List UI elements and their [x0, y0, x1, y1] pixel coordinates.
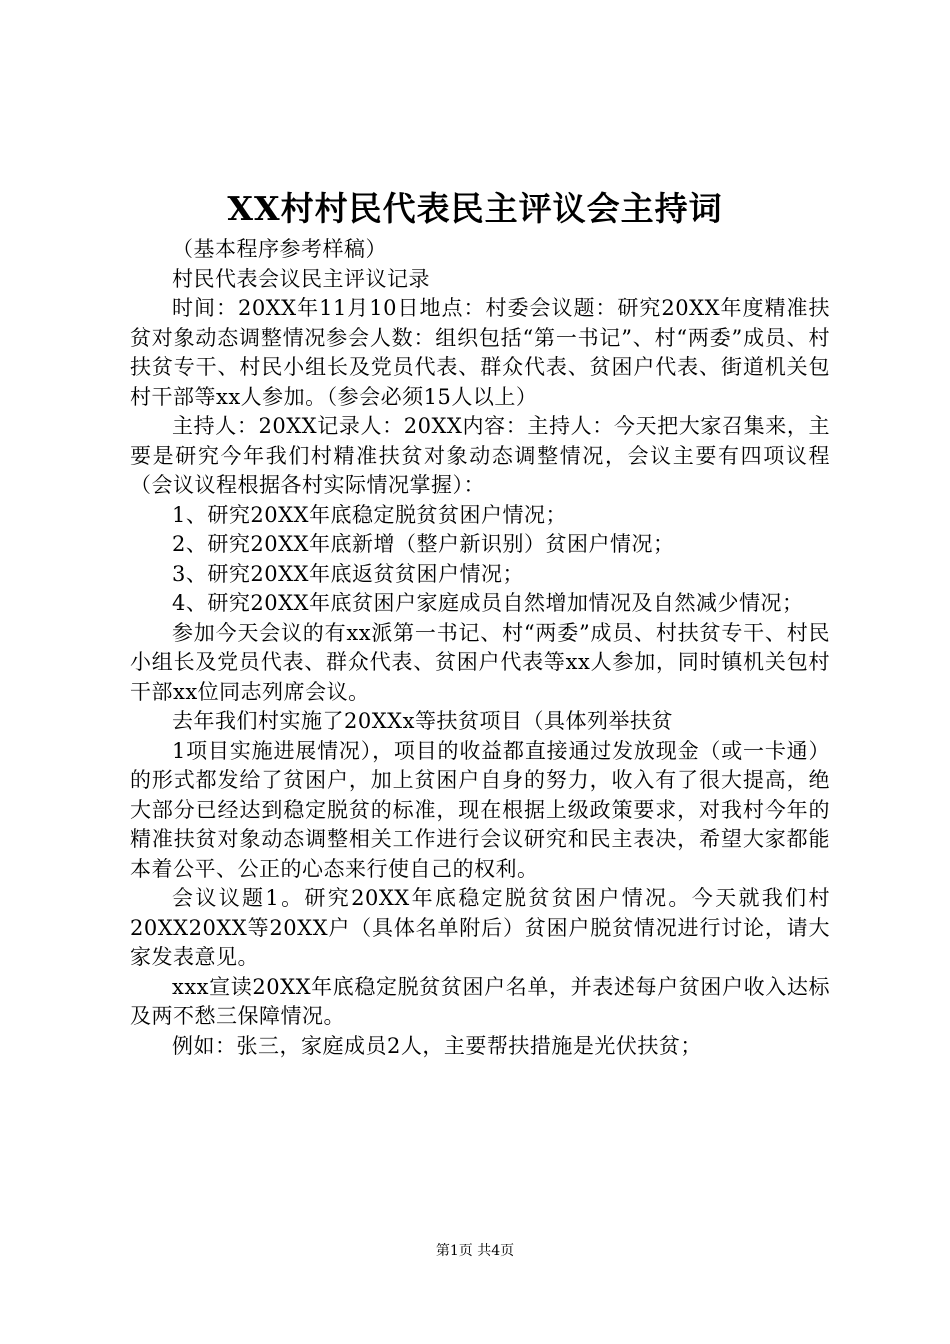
paragraph-agenda-item-3: 3、研究20XX年底返贫贫困户情况； — [172, 561, 524, 586]
paragraph-project-progress: 1项目实施进展情况），项目的收益都直接通过发放现金（或一卡通）的形式都发给了贫困户，加上贫困户自身的努力，收入有了很大提高，绝大部分已经达到稳定脱贫的标准，现在根据上级政策要求，对我村今年的精准扶贫对象动态调整相关工作进行会议研究和民主表决，希望大家都能本着公平、公正的心态来行使自己的权利。 — [130, 738, 830, 881]
paragraph-agenda-item-1: 1、研究20XX年底稳定脱贫贫困户情况； — [172, 502, 567, 527]
paragraph-subtitle: （基本程序参考样稿） — [172, 237, 387, 261]
document-body — [130, 235, 830, 1061]
paragraph-meeting-info: 时间：20XX年11月10日地点：村委会议题：研究20XX年度精准扶贫对象动态调整情况参会人数：组织包括“第一书记”、村“两委”成员、村扶贫专干、村民小组长及党员代表、群众代表、贫困户代表、街道机关包村干部等xx人参加。（参会必须15人以上） — [130, 296, 830, 409]
paragraph-topic-1: 会议议题1。研究20XX年底稳定脱贫贫困户情况。今天就我们村20XX20XX等20XX户（具体名单附后）贫困户脱贫情况进行讨论，请大家发表意见。 — [130, 886, 830, 969]
paragraph-host-intro: 主持人：20XX记录人：20XX内容：主持人：今天把大家召集来，主要是研究今年我们村精准扶贫对象动态调整情况，会议主要有四项议程（会议议程根据各村实际情况掌握）： — [130, 414, 830, 497]
document-title: XX村村民代表民主评议会主持词 — [227, 189, 723, 228]
paragraph-example: 例如：张三，家庭成员2人，主要帮扶措施是光伏扶贫； — [172, 1033, 702, 1058]
paragraph-agenda-item-4: 4、研究20XX年底贫困户家庭成员自然增加情况及自然减少情况； — [172, 591, 804, 615]
paragraph-read-list: xxx宣读20XX年底稳定脱贫贫困户名单，并表述每户贫困户收入达标及两不愁三保障情况。 — [130, 974, 830, 1028]
paragraph-agenda-item-2: 2、研究20XX年底新增（整户新识别）贫困户情况； — [172, 532, 675, 556]
paragraph-record-heading: 村民代表会议民主评议记录 — [172, 266, 430, 291]
paragraph-attendees: 参加今天会议的有xx派第一书记、村“两委”成员、村扶贫专干、村民小组长及党员代表、群众代表、贫困户代表等xx人参加，同时镇机关包村干部xx位同志列席会议。 — [130, 620, 830, 704]
page-footer: 第1页 共4页 — [435, 1243, 515, 1259]
paragraph-projects: 去年我们村实施了20XXx等扶贫项目（具体列举扶贫 — [172, 709, 673, 733]
